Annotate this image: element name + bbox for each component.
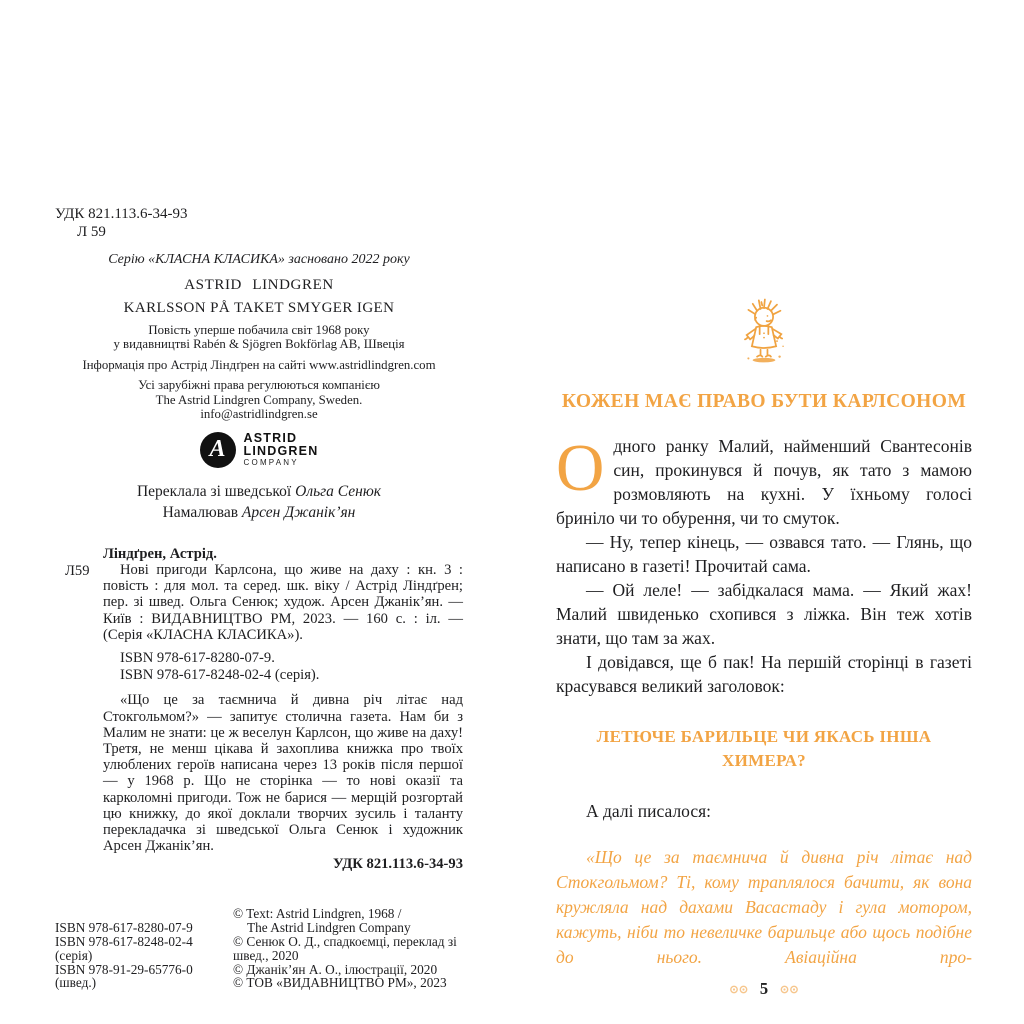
chapter-page bbox=[556, 296, 972, 998]
catalog-isbn-main: ISBN 978-617-8280-07-9. bbox=[120, 649, 275, 666]
copyright-item: © Сенюк О. Д., спадкоємці, переклад зі швед., 2020 bbox=[233, 934, 457, 963]
copyright-list bbox=[233, 907, 463, 990]
illustrator-name: Арсен Джанік’ян bbox=[241, 503, 356, 521]
paragraph: — Ну, тепер кінець, — озвався тато. — Глянь, що написано в газеті! Прочитай сама. bbox=[556, 532, 972, 576]
newspaper-headline: ЛЕТЮЧЕ БАРИЛЬЦЕ ЧИ ЯКАСЬ ІНША ХИМЕРА? bbox=[596, 727, 932, 770]
copyright-item: © ТОВ «ВИДАВНИЦТВО РМ», 2023 bbox=[233, 975, 447, 991]
paragraph-text: дного ранку Малий, найменший Свантесонів син, прокинувся й почув, як тато з мамою розмовляють на кухні. У їхньому голосі бриніло чи то обурення, чи то смуток. bbox=[556, 436, 972, 528]
illustrator-credit bbox=[55, 502, 463, 523]
rights-company-line: The Astrid Lindgren Company, Sweden. bbox=[155, 392, 363, 407]
bbk-code: Л 59 bbox=[77, 223, 106, 240]
catalog-description: Нові пригоди Карлсона, що живе на даху : кн. 3 : повість : для мол. та серед. шк. віку / Астрід Ліндґрен; пер. зі швед. Ольга Сенюк; худож. Арсен Джанік’ян. — Київ : ВИДАВНИЦТВО РМ, 2023. — 160 с. : іл. — (Серія «КЛАСНА КЛАСИКА»). bbox=[103, 561, 463, 643]
chapter-title: КОЖЕН МАЄ ПРАВО БУТИ КАРЛСОНОМ bbox=[561, 391, 967, 412]
author-name-latin: ASTRID LINDGREN bbox=[184, 276, 334, 293]
logo-letter: A bbox=[209, 435, 226, 462]
boy-illustration-icon bbox=[738, 296, 790, 374]
page-number: 5 bbox=[759, 979, 769, 998]
drop-cap: О bbox=[556, 431, 605, 505]
imprint-page bbox=[55, 205, 463, 990]
logo-word-lindgren: LINDGREN bbox=[243, 443, 319, 458]
udk-number-top: УДК 821.113.6-34-93 bbox=[55, 206, 188, 222]
illustrator-label: Намалював bbox=[162, 503, 239, 521]
page-ornament-left-icon bbox=[729, 985, 751, 994]
original-title: KARLSSON PÅ TAKET SMYGER IGEN bbox=[123, 299, 395, 316]
translator-credit bbox=[55, 481, 463, 502]
translator-label: Переклала зі шведської bbox=[136, 482, 292, 500]
isbn-item: ISBN 978-617-8280-07-9 bbox=[55, 920, 193, 936]
catalog-author: Ліндґрен, Астрід. bbox=[103, 545, 217, 562]
logo-a-mark-icon bbox=[200, 432, 236, 468]
first-publication-line: Повість уперше побачила світ 1968 року bbox=[148, 322, 370, 337]
isbn-item: ISBN 978-91-29-65776-0 (швед.) bbox=[55, 961, 193, 991]
catalog-isbn-series: ISBN 978-617-8248-02-4 (серія). bbox=[120, 667, 320, 684]
isbn-item: ISBN 978-617-8248-02-4 (серія) bbox=[55, 934, 193, 963]
website-line: Інформація про Астрід Ліндґрен на сайті www.astridlindgren.com bbox=[82, 357, 436, 372]
chapter-body bbox=[556, 431, 972, 970]
newspaper-quote: «Що це за таємнича й дивна річ літає над Стокгольмом? Ті, кому траплялося бачити, як вона кружляла над дахами Васастаду і гула мотором, кажуть, ніби то невеличке барильце або щось подібне до нього. Авіаційна про- bbox=[556, 847, 972, 967]
credits-block bbox=[55, 481, 463, 523]
illustration-wrap bbox=[556, 296, 972, 374]
paragraph: І довідався, ще б пак! На першій сторінці в газеті красувався великий заголовок: bbox=[556, 652, 972, 696]
annotation-paragraph: «Що це за таємнича й дивна річ літає над Стокгольмом?» — запитує столична газета. Нам би з Малим не знати: це ж веселун Карлсон, що живе на даху! Третя, не менш цікава й захоплива книжка про твоїх улюблених героїв написана через 13 років після першої — у 1968 р. Що не сторінка — то нові оказії та карколомні пригоди. Тож не барися — мерщій розгортай цю книжку, до якої доклали творчих зусиль і таланту перекладачка зі шведської Ольга Сенюк і художник Арсен Джанік’ян. bbox=[103, 692, 463, 855]
copyright-item: © Джанік’ян А. О., ілюстрації, 2020 bbox=[233, 961, 438, 977]
logo-word-company: COMPANY bbox=[243, 457, 299, 467]
paragraph: А далі писалося: bbox=[586, 801, 712, 821]
paragraph-dropcap bbox=[556, 431, 972, 530]
imprint-block bbox=[55, 252, 463, 422]
logo-word-astrid: ASTRID bbox=[243, 430, 298, 445]
imprint-bottom-row bbox=[55, 907, 463, 990]
isbn-list bbox=[55, 921, 233, 990]
rights-line: Усі зарубіжні права регулюються компанією bbox=[138, 378, 380, 393]
catalog-card bbox=[55, 546, 463, 684]
rights-email: info@astridlindgren.se bbox=[200, 407, 318, 422]
udk-number-bottom: УДК 821.113.6-34-93 bbox=[333, 856, 463, 873]
copyright-item: © Text: Astrid Lindgren, 1968 / bbox=[233, 906, 402, 922]
translator-name: Ольга Сенюк bbox=[295, 482, 381, 500]
page-ornament-right-icon bbox=[777, 985, 799, 994]
catalog-code: Л59 bbox=[65, 562, 90, 579]
paragraph: — Ой леле! — забідкалася мама. — Який жах! Малий швиденько схопився з ліжка. Він теж хотів знати, що там за жах. bbox=[556, 580, 972, 648]
copyright-item: The Astrid Lindgren Company bbox=[247, 920, 411, 936]
logo-wordmark bbox=[244, 432, 319, 468]
first-publisher-line: у видавництві Rabén & Sjögren Bokförlag AB, Швеція bbox=[113, 337, 405, 352]
astrid-lindgren-company-logo bbox=[55, 432, 463, 468]
series-note: Серію «КЛАСНА КЛАСИКА» засновано 2022 року bbox=[108, 251, 410, 267]
page-footer bbox=[556, 981, 972, 998]
